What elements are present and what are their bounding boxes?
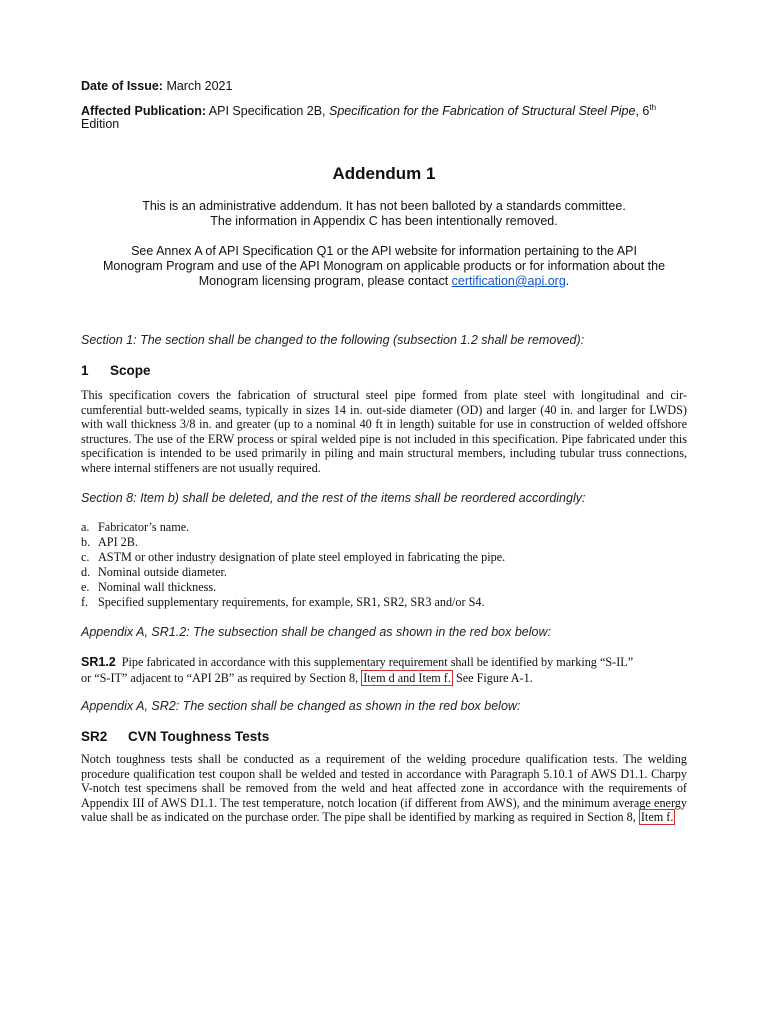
scope-heading: 1 Scope (81, 363, 151, 378)
date-of-issue-value: March 2021 (162, 79, 233, 93)
marking-list (81, 520, 505, 610)
sr12-paragraph: SR1.2 Pipe fabricated in accordance with this supplementary requirement shall be identified by marking “S-IL” or “S-IT” adjacent to “API 2B” as required by Section 8, Item d and Item f. See Figure A-1. (81, 655, 634, 685)
sr12-note: Appendix A, SR1.2: The subsection shall be changed as shown in the red box below: (81, 625, 551, 639)
affected-publication: Affected Publication: API Specification 2B, Specification for the Fabrication of Structural Steel Pipe, 6th (81, 103, 657, 119)
list-item: c. ASTM or other industry designation of plate steel employed in fabricating the pipe. (81, 550, 506, 564)
sr12-label: SR1.2 (81, 655, 116, 669)
email-link[interactable]: certification@api.org (451, 274, 566, 288)
section-8-note: Section 8: Item b) shall be deleted, and the rest of the items shall be reordered accordingly: (81, 491, 586, 505)
intro-line-1: This is an administrative addendum. It has not been balloted by a standards committee. (142, 199, 626, 213)
list-item: b. API 2B. (81, 535, 138, 549)
list-item: d. Nominal outside diameter. (81, 565, 227, 579)
list-item: e. Nominal wall thickness. (81, 580, 217, 594)
sr2-red-box: Item f. (640, 810, 674, 825)
monogram-paragraph: See Annex A of API Specification Q1 or the API website for information pertaining to the API Monogram Program and use of the API Monogram on applicable products or for information about the Monogram licensing program, please contact certification@api.org. (102, 244, 666, 288)
affected-publication-label: Affected Publication: (81, 104, 207, 119)
sr2-paragraph: Notch toughness tests shall be conducted as a requirement of the welding procedure qualification tests. The welding procedure qualification test coupon shall be welded and tested in accordance with Paragraph 5.10.1 of AWS D1.1. Charpy V-notch test specimens shall be removed from the weld and heat affected zone in accordance with the requirements of Appendix III of AWS D1.1. The test temperature, notch location (if different from AWS), and the minimum average energy value shall be as indicated on the purchase order. The pipe shall be identified by marking as required in Section 8, Item f. (81, 752, 687, 825)
list-item: a. Fabricator’s name. (81, 520, 190, 534)
date-of-issue (81, 78, 232, 94)
sr2-note: Appendix A, SR2: The section shall be changed as shown in the red box below: (81, 699, 521, 713)
date-of-issue-label: Date of Issue: (81, 79, 163, 93)
scope-paragraph: This specification covers the fabrication of structural steel pipe formed from plate steel with longitudinal and cir-cumferential butt-welded seams, typically in sizes 14 in. out-side diameter (OD) and larger (40 in. and larger for LWDS) with wall thickness 3/8 in. and greater (up to a nominal 40 ft in length) suitable for use in construction of welded offshore structures. The use of the ERW process or spiral welded pipe is not included in this specification. Pipe fabricated under this specification is intended to be used primarily in piling and main structural members, including tubular truss connections, where internal stiffeners are not usually required. (81, 388, 687, 475)
edition-word: Edition (81, 117, 120, 131)
section-1-note: Section 1: The section shall be changed to the following (subsection 1.2 shall be removed): (81, 333, 585, 347)
list-item: f. Specified supplementary requirements, for example, SR1, SR2, SR3 and/or S4. (81, 595, 485, 609)
sr12-red-box: Item d and Item f. (363, 671, 451, 685)
page-title: Addendum 1 (332, 164, 436, 183)
intro-line-2: The information in Appendix C has been intentionally removed. (210, 214, 558, 228)
publication-title: Specification for the Fabrication of Structural Steel Pipe (329, 104, 636, 119)
sr2-heading: SR2 CVN Toughness Tests (81, 729, 270, 744)
